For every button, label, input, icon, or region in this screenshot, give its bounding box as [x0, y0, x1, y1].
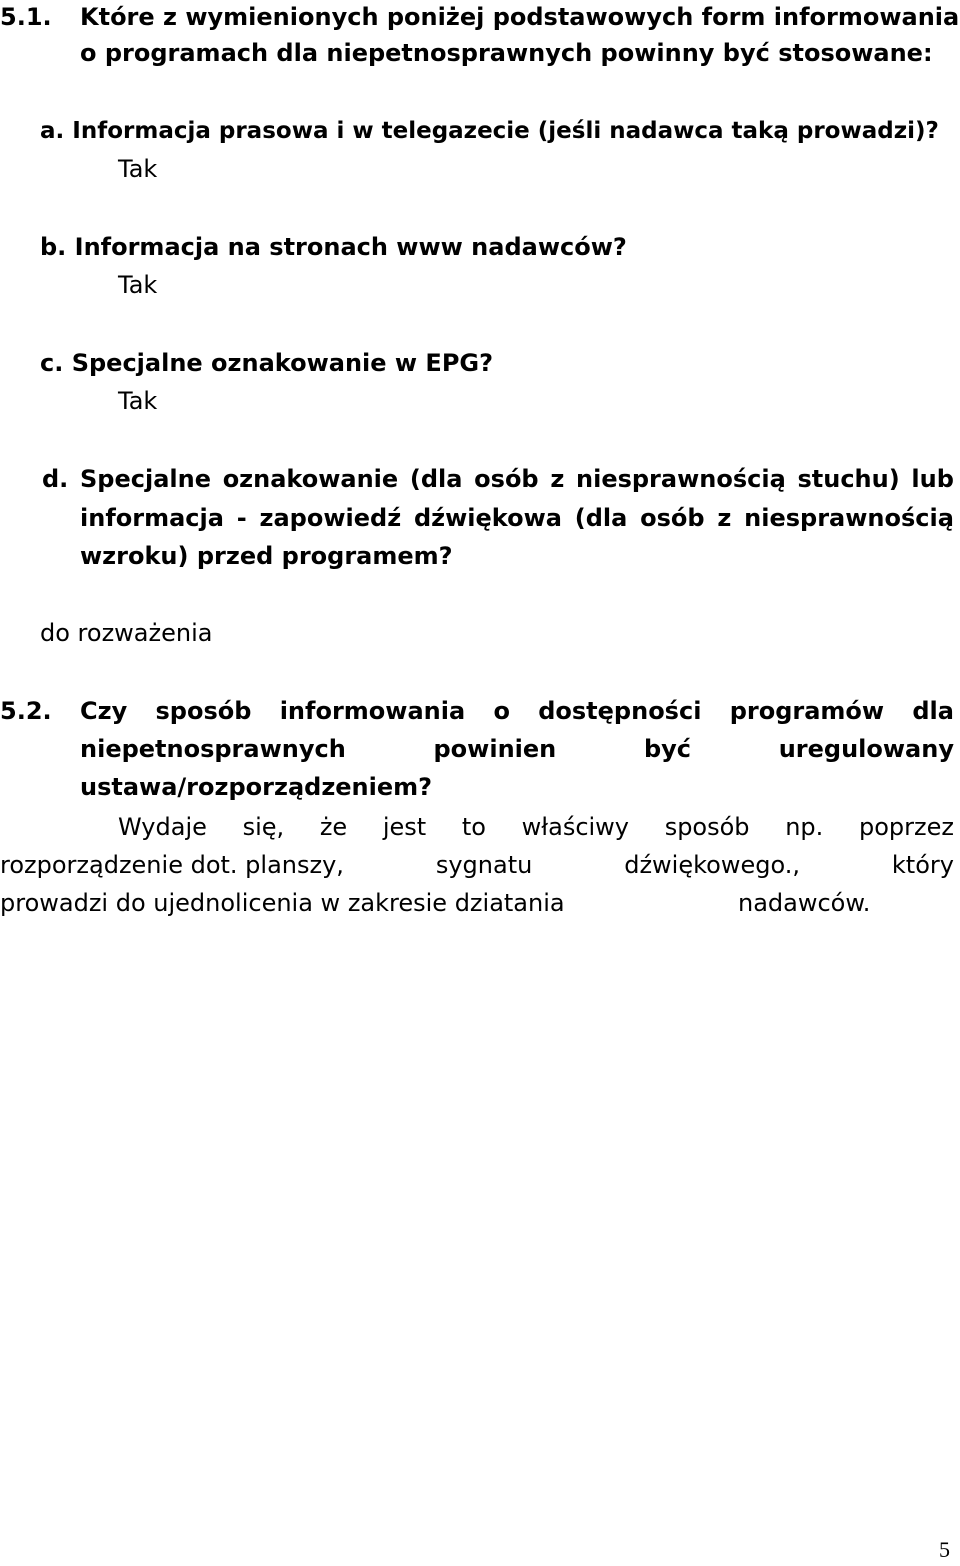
page-number: 5 — [939, 1537, 950, 1562]
word: o — [493, 697, 510, 725]
item-b-answer: Tak — [118, 271, 158, 299]
word: osób — [474, 465, 539, 493]
item-d-question-line1 — [42, 464, 954, 494]
answer-5-2-line1 — [118, 812, 954, 842]
word: jest — [382, 813, 427, 841]
word: dźwiękowa — [413, 504, 562, 532]
word: lub — [911, 465, 954, 493]
word: sposób — [155, 697, 252, 725]
word: stuchu) — [797, 465, 900, 493]
item-d-question-line3: wzroku) przed programem? — [80, 542, 453, 570]
word: (dla — [574, 504, 628, 532]
word: z — [717, 504, 732, 532]
word: Wydaje — [118, 813, 207, 841]
item-c-question: c. Specjalne oznakowanie w EPG? — [40, 349, 494, 377]
word: Specjalne — [80, 465, 211, 493]
item-d-question-line2 — [80, 503, 954, 533]
word: sposób — [664, 813, 750, 841]
word: dostępności — [538, 697, 702, 725]
word: powinien — [433, 735, 557, 763]
item-d-answer: do rozważenia — [40, 619, 213, 647]
question-5-2-line2 — [80, 734, 954, 764]
word: właściwy — [521, 813, 630, 841]
answer-5-2-line3-part2: nadawców. — [738, 889, 871, 917]
item-b-question: b. Informacja na stronach www nadawców? — [40, 233, 627, 261]
word: informowania — [279, 697, 466, 725]
word: niesprawnością — [744, 504, 954, 532]
question-5-1-title-line2: o programach dla niepetnosprawnych powinny być stosowane: — [80, 39, 933, 67]
question-number-5-1: 5.1. — [0, 3, 52, 31]
word: - — [236, 504, 247, 532]
word: sygnatu — [435, 851, 533, 879]
item-a-question: a. Informacja prasowa i w telegazecie (jeśli nadawca taką prowadzi)? — [40, 118, 939, 144]
word: z — [550, 465, 565, 493]
question-number-5-2: 5.2. — [0, 697, 52, 725]
word: dla — [912, 697, 954, 725]
question-5-1-title-line1: Które z wymienionych poniżej podstawowych form informowania — [80, 3, 960, 31]
word: który — [891, 851, 954, 879]
word: rozporządzenie dot. planszy, — [0, 851, 344, 879]
word: oznakowanie — [222, 465, 399, 493]
word: niepetnosprawnych — [80, 735, 346, 763]
word: uregulowany — [778, 735, 954, 763]
answer-5-2-line3-part1: prowadzi do ujednolicenia w zakresie dziatania — [0, 889, 565, 917]
question-5-2-line3: ustawa/rozporządzeniem? — [80, 773, 433, 801]
item-a-answer: Tak — [118, 155, 158, 183]
word: niesprawnością — [576, 465, 786, 493]
word: (dla — [409, 465, 463, 493]
answer-5-2-line2 — [0, 850, 954, 880]
word: np. — [785, 813, 824, 841]
word: zapowiedź — [259, 504, 402, 532]
word: d. — [42, 465, 69, 493]
word: dźwiękowego., — [624, 851, 800, 879]
word: być — [643, 735, 691, 763]
word: programów — [729, 697, 885, 725]
word: się, — [242, 813, 285, 841]
word: to — [461, 813, 486, 841]
word: informacja — [80, 504, 224, 532]
word: że — [319, 813, 348, 841]
word: osób — [640, 504, 705, 532]
item-c-answer: Tak — [118, 387, 158, 415]
question-5-2-line1 — [80, 696, 954, 726]
word: poprzez — [858, 813, 954, 841]
word: Czy — [80, 697, 128, 725]
